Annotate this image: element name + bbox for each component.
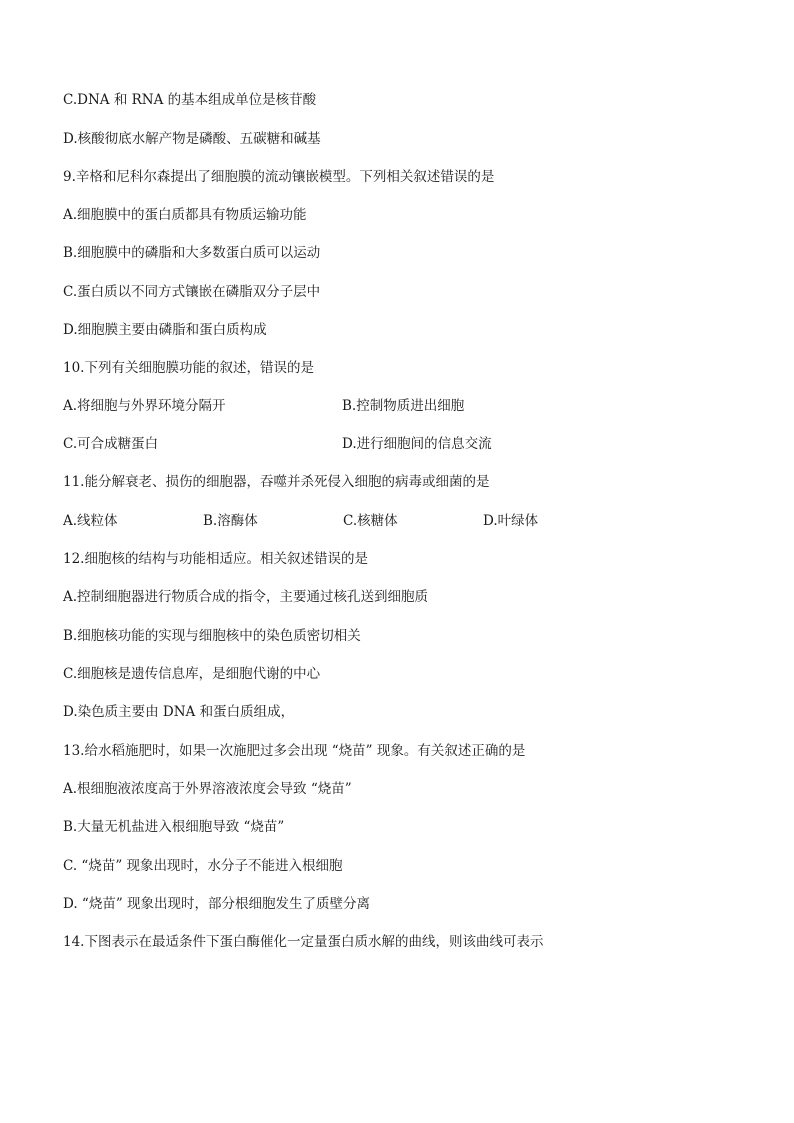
question-8-option-c: C.DNA 和 RNA 的基本组成单位是核苷酸 — [63, 92, 317, 108]
question-13-stem: 13.给水稻施肥时，如果一次施肥过多会出现 “烧苗” 现象。有关叙述正确的是 — [63, 743, 526, 759]
question-13-option-b: B.大量无机盐进入根细胞导致 “烧苗” — [63, 819, 285, 835]
question-11-option-a: A.线粒体 — [63, 513, 118, 529]
question-12-option-b: B.细胞核功能的实现与细胞核中的染色质密切相关 — [63, 628, 361, 644]
question-11-stem: 11.能分解衰老、损伤的细胞器，吞噬并杀死侵入细胞的病毒或细菌的是 — [63, 474, 490, 490]
question-11-option-d: D.叶绿体 — [483, 513, 539, 529]
question-8-option-d: D.核酸彻底水解产物是磷酸、五碳糖和碱基 — [63, 131, 321, 147]
question-14-stem: 14.下图表示在最适条件下蛋白酶催化一定量蛋白质水解的曲线，则该曲线可表示 — [63, 934, 544, 950]
question-12-option-c: C.细胞核是遗传信息库，是细胞代谢的中心 — [63, 666, 321, 682]
question-10-option-a: A.将细胞与外界环境分隔开 — [63, 398, 226, 414]
question-11-option-b: B.溶酶体 — [203, 513, 258, 529]
question-10-stem: 10.下列有关细胞膜功能的叙述，错误的是 — [63, 360, 314, 376]
question-9-option-a: A.细胞膜中的蛋白质都具有物质运输功能 — [63, 207, 307, 223]
question-9-option-c: C.蛋白质以不同方式镶嵌在磷脂双分子层中 — [63, 284, 321, 300]
question-13-option-d: D. “烧苗” 现象出现时，部分根细胞发生了质壁分离 — [63, 896, 371, 912]
question-10-options-row-1 — [63, 397, 763, 415]
question-10-option-d: D.进行细胞间的信息交流 — [342, 436, 492, 452]
question-10-option-c: C.可合成糖蛋白 — [63, 436, 159, 452]
question-12-option-d: D.染色质主要由 DNA 和蛋白质组成， — [63, 704, 295, 720]
question-13-option-c: C. “烧苗” 现象出现时，水分子不能进入根细胞 — [63, 858, 343, 874]
question-13-option-a: A.根细胞液浓度高于外界溶液浓度会导致 “烧苗” — [63, 781, 352, 797]
question-9-stem: 9.辛格和尼科尔森提出了细胞膜的流动镶嵌模型。下列相关叙述错误的是 — [63, 169, 495, 185]
question-11-option-c: C.核糖体 — [343, 513, 398, 529]
question-9-option-d: D.细胞膜主要由磷脂和蛋白质构成 — [63, 322, 267, 338]
question-11-options-row — [63, 512, 763, 530]
question-9-option-b: B.细胞膜中的磷脂和大多数蛋白质可以运动 — [63, 245, 321, 261]
question-12-stem: 12.细胞核的结构与功能相适应。相关叙述错误的是 — [63, 551, 368, 567]
question-10-options-row-2 — [63, 435, 763, 453]
question-12-option-a: A.控制细胞器进行物质合成的指令，主要通过核孔送到细胞质 — [63, 589, 429, 605]
question-10-option-b: B.控制物质进出细胞 — [342, 398, 465, 414]
